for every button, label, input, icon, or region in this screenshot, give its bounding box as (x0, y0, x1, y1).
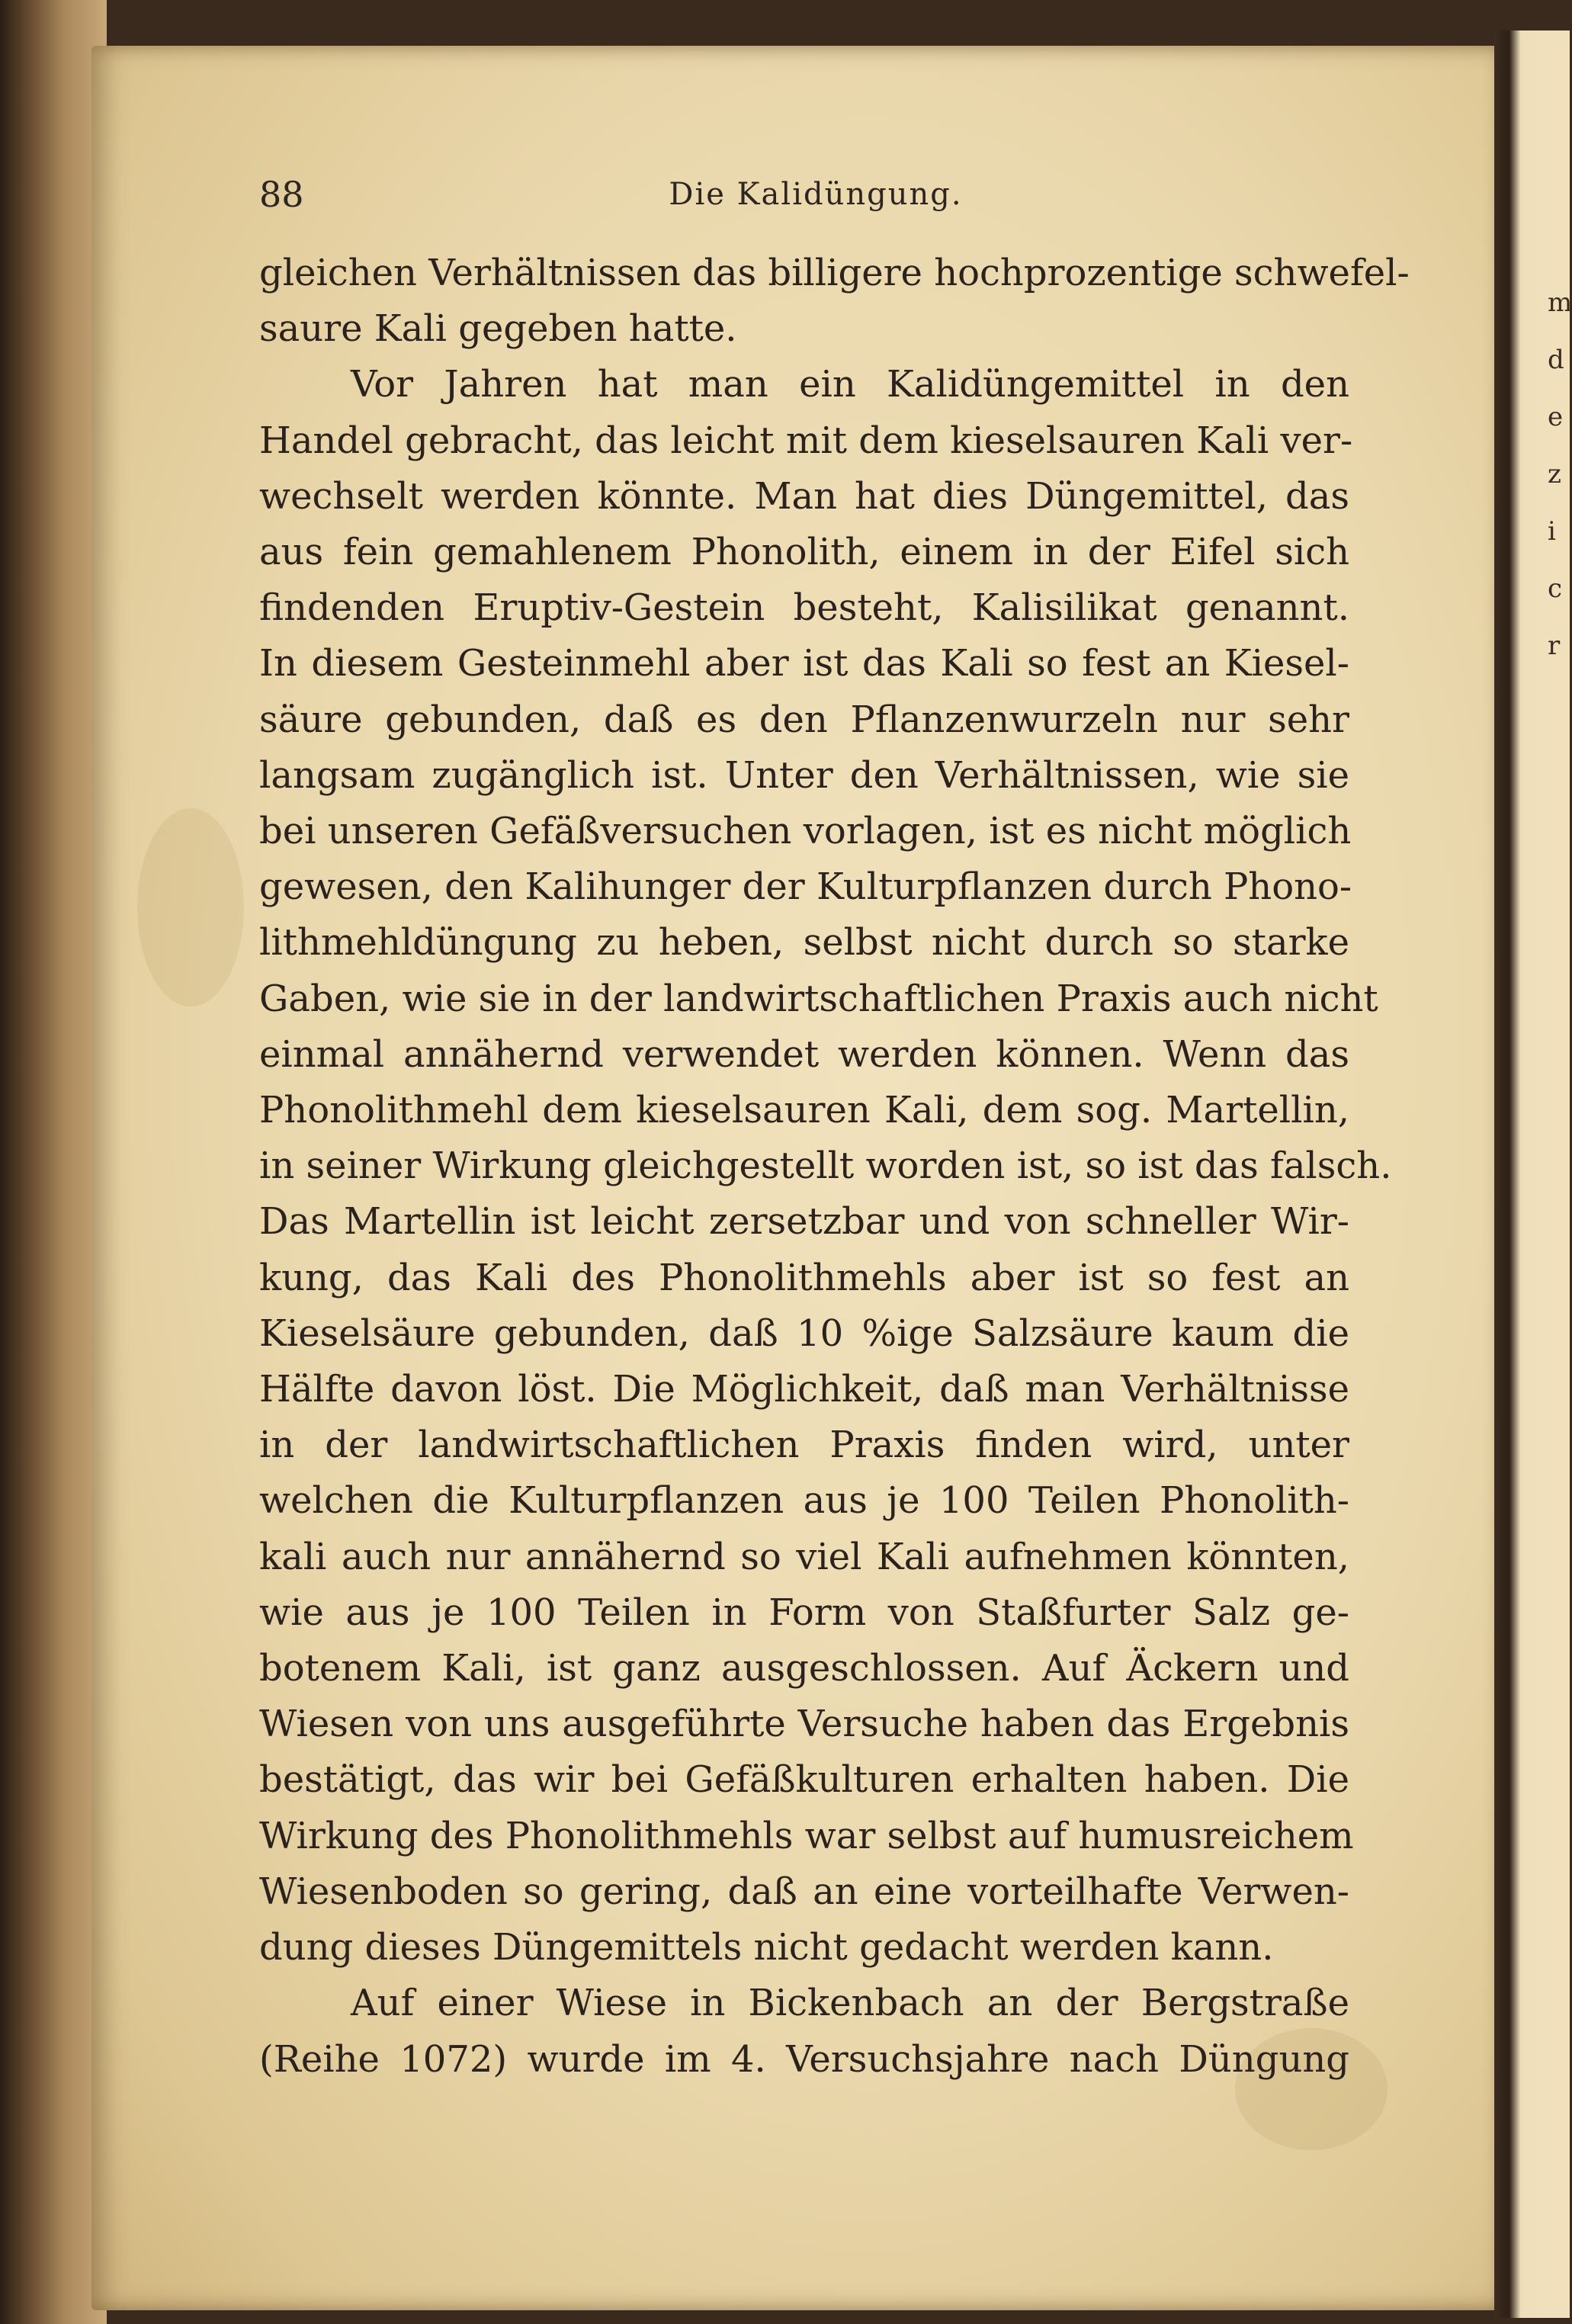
text-line: kali auch nur annähernd so viel Kali aufnehmen könnten, (259, 1535, 1349, 1578)
text-line: findenden Eruptiv-Gestein besteht, Kalisilikat genannt. (259, 586, 1349, 630)
text-line: langsam zugänglich ist. Unter den Verhältnissen, wie sie (259, 753, 1349, 797)
text-line: Phonolithmehl dem kieselsauren Kali, dem sog. Martellin, (259, 1089, 1349, 1132)
text-line: welchen die Kulturpflanzen aus je 100 Teilen Phonolith- (259, 1479, 1349, 1523)
page-header (259, 174, 1372, 220)
text-line: Kieselsäure gebunden, daß 10 %ige Salzsäure kaum die (259, 1311, 1349, 1355)
page-number: 88 (259, 174, 304, 215)
book-binding-left (0, 0, 107, 2324)
text-line: (Reihe 1072) wurde im 4. Versuchsjahre nach Düngung (259, 2037, 1349, 2081)
text-line: bei unseren Gefäßversuchen vorlagen, ist es nicht möglich (259, 810, 1352, 853)
running-title: Die Kalidüngung. (669, 177, 963, 212)
next-page-fragment: d (1548, 345, 1564, 375)
next-page-fragment: i (1548, 516, 1556, 547)
next-page-fragment: e (1548, 402, 1564, 432)
text-line: gleichen Verhältnissen das billigere hochprozentige schwefel- (259, 252, 1410, 294)
next-page-fragments (1548, 274, 1572, 675)
text-line: in der landwirtschaftlichen Praxis finden wird, unter (259, 1424, 1349, 1467)
text-line: gewesen, den Kalihunger der Kulturpflanzen durch Phono- (259, 865, 1352, 909)
text-line: In diesem Gesteinmehl aber ist das Kali so fest an Kiesel- (259, 642, 1349, 685)
next-page-fragment: m (1548, 287, 1572, 318)
text-line: aus fein gemahlenem Phonolith, einem in der Eifel sich (259, 531, 1349, 574)
text-line: säure gebunden, daß es den Pflanzenwurzeln nur sehr (259, 698, 1349, 741)
text-line: saure Kali gegeben hatte. (259, 307, 737, 351)
text-line: Das Martellin ist leicht zersetzbar und von schneller Wir- (259, 1200, 1349, 1244)
text-line: Wirkung des Phonolithmehls war selbst auf humusreichem (259, 1814, 1354, 1857)
text-line: in seiner Wirkung gleichgestellt worden ist, so ist das falsch. (259, 1144, 1392, 1188)
text-line: bestätigt, das wir bei Gefäßkulturen erhalten haben. Die (259, 1758, 1349, 1802)
body-text (259, 246, 1410, 2088)
text-line: Handel gebracht, das leicht mit dem kieselsauren Kali ver- (259, 419, 1353, 462)
text-line: Vor Jahren hat man ein Kalidüngemittel in den (351, 363, 1349, 406)
next-page-fragment: c (1548, 573, 1563, 604)
text-line: Wiesen von uns ausgeführte Versuche haben das Ergebnis (259, 1703, 1349, 1746)
text-line: wechselt werden könnte. Man hat dies Düngemittel, das (259, 474, 1349, 518)
text-line: botenem Kali, ist ganz ausgeschlossen. Auf Äckern und (259, 1647, 1349, 1690)
text-line: kung, das Kali des Phonolithmehls aber ist so fest an (259, 1256, 1349, 1299)
text-line: Hälfte davon löst. Die Möglichkeit, daß man Verhältnisse (259, 1368, 1349, 1411)
text-line: dung dieses Düngemittels nicht gedacht werden kann. (259, 1926, 1274, 1969)
text-line: wie aus je 100 Teilen in Form von Staßfurter Salz ge- (259, 1591, 1349, 1634)
next-page-fragment: r (1548, 631, 1561, 661)
text-line: Gaben, wie sie in der landwirtschaftlichen Praxis auch nicht (259, 977, 1378, 1020)
text-line: Wiesenboden so gering, daß an eine vorteilhafte Verwen- (259, 1870, 1349, 1913)
text-line: einmal annähernd verwendet werden können. Wenn das (259, 1032, 1349, 1076)
text-line: Auf einer Wiese in Bickenbach an der Bergstraße (351, 1982, 1349, 2025)
text-line: lithmehldüngung zu heben, selbst nicht durch so starke (259, 921, 1349, 965)
next-page-fragment: z (1548, 459, 1561, 490)
